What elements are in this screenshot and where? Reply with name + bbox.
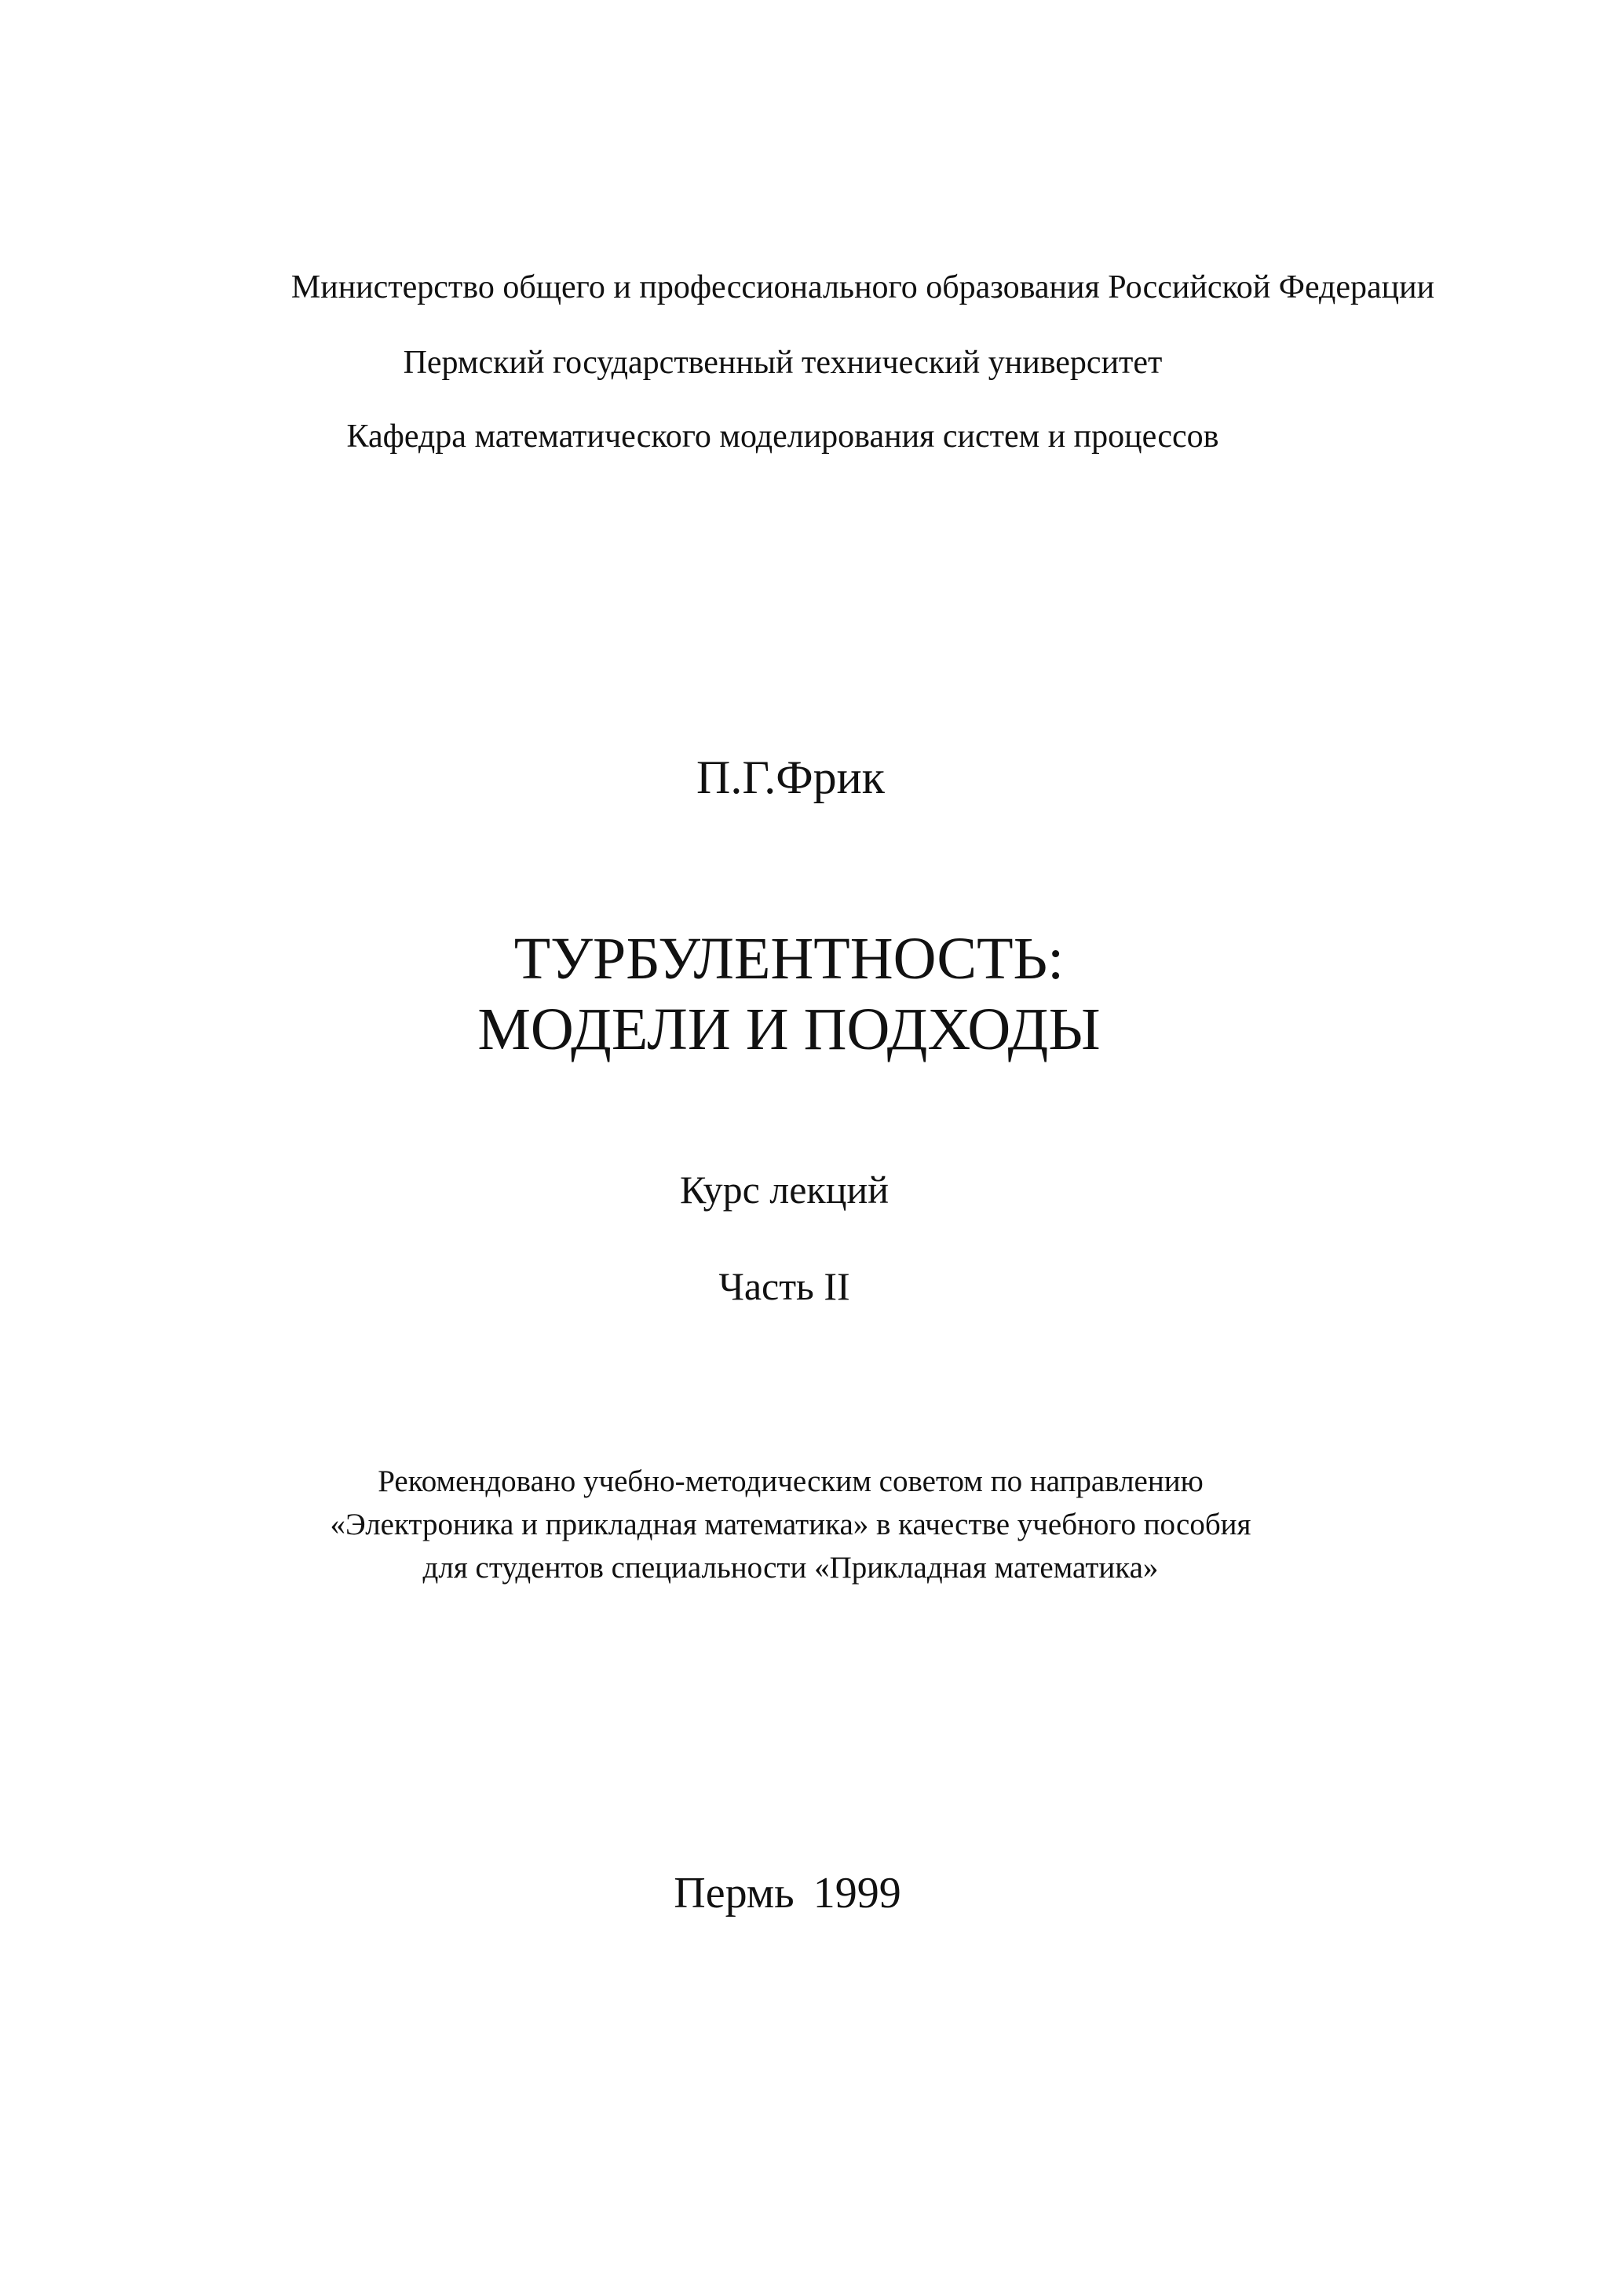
university-name: Пермский государственный технический университет xyxy=(403,345,1163,381)
book-title-line-1: ТУРБУЛЕНТНОСТЬ: xyxy=(513,926,1065,992)
recommendation-line-1: Рекомендовано учебно-методическим советом по направлению xyxy=(378,1464,1204,1498)
place-and-year: Пермь 1999 xyxy=(674,1869,901,1918)
publication-kind: Курс лекций xyxy=(680,1168,889,1212)
recommendation-line-2: «Электроника и прикладная математика» в качестве учебного пособия xyxy=(330,1508,1251,1541)
ministry-name: Министерство общего и профессионального образования Российской Федерации xyxy=(290,269,1435,305)
book-title-line-2: МОДЕЛИ И ПОДХОДЫ xyxy=(477,996,1101,1062)
recommendation-line-3: для студентов специальности «Прикладная математика» xyxy=(422,1551,1159,1585)
author-name: П.Г.Фрик xyxy=(696,751,885,803)
department-name: Кафедра математического моделирования систем и процессов xyxy=(346,419,1219,455)
part-number: Часть II xyxy=(718,1264,850,1308)
